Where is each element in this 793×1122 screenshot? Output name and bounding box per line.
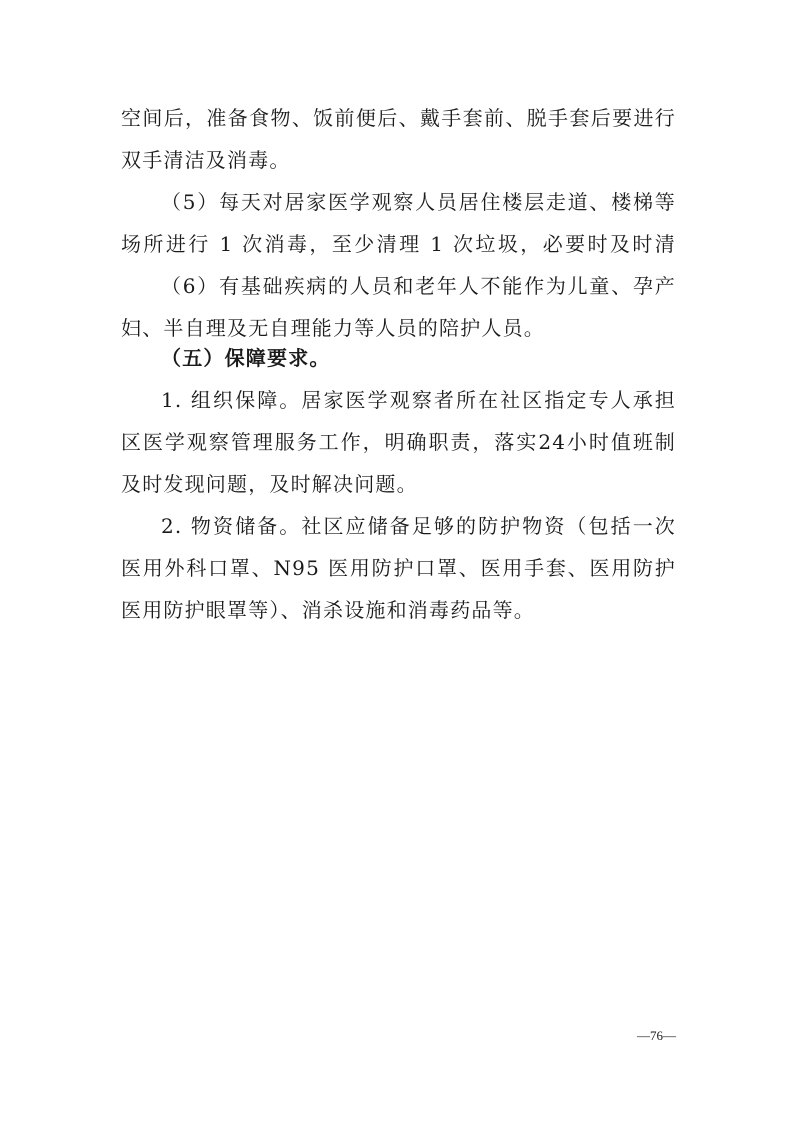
page-number: —76— [637,1028,676,1043]
paragraph-2-line-2: 场所进行 1 次消毒，至少清理 1 次垃圾，必要时及时清 [121,232,676,256]
paragraph-1-line-1: 空间后，准备食物、饭前便后、戴手套前、脱手套后要进行 [121,106,676,130]
section-heading: （五）保障要求。 [161,346,331,370]
paragraph-5-line-3: 医用防护眼罩等）、消杀设施和消毒药品等。 [121,598,535,622]
paragraph-3-line-2: 妇、半自理及无自理能力等人员的陪护人员。 [121,316,545,340]
paragraph-2-line-1: （5）每天对居家医学观察人员居住楼层走道、楼梯等 [161,190,676,214]
paragraph-3-line-1: （6）有基础疾病的人员和老年人不能作为儿童、孕产 [161,274,676,298]
paragraph-4-line-1: 1. 组织保障。居家医学观察者所在社区指定专人承担 [161,388,676,412]
paragraph-5-line-1: 2. 物资储备。社区应储备足够的防护物资（包括一次 [161,514,676,538]
paragraph-5-line-2: 医用外科口罩、N95 医用防护口罩、医用手套、医用防护 [121,556,676,580]
paragraph-4-line-3: 及时发现问题，及时解决问题。 [121,472,418,496]
paragraph-1-line-2: 双手清洁及消毒。 [121,148,291,172]
paragraph-4-line-2: 区医学观察管理服务工作，明确职责，落实24小时值班制 [121,430,676,454]
